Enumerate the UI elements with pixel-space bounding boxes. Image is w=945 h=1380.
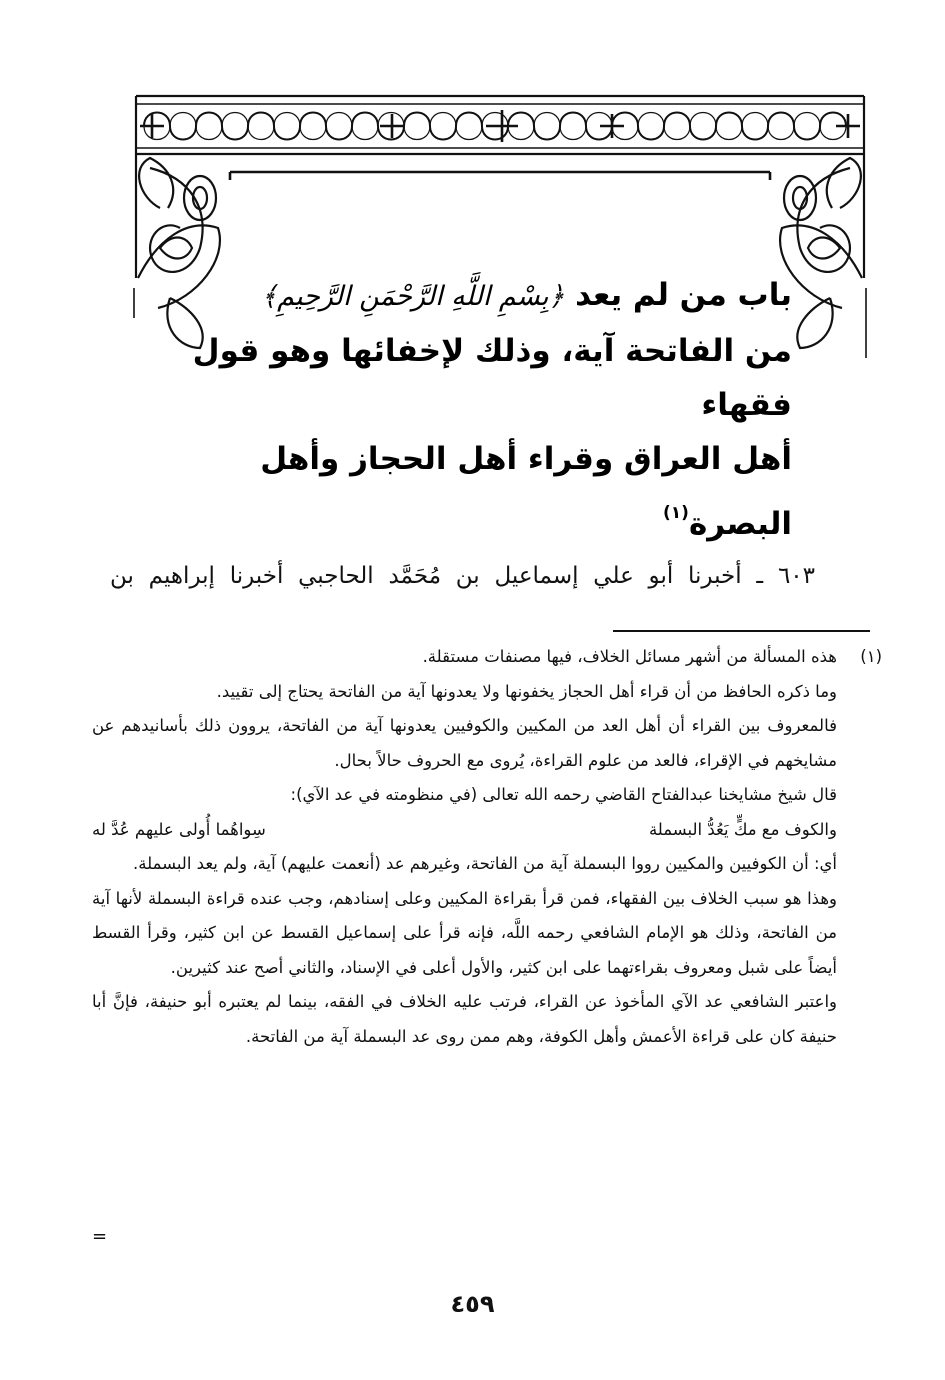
basmala-quote: ﴿بِسْمِ اللَّهِ الرَّحْمَنِ الرَّحِيمِ﴾ (261, 281, 565, 312)
footnote-paragraph: وما ذكره الحافظ من أن قراء أهل الحجاز يخفونها ولا يعدونها آية من الفاتحة يحتاج إلى تقييد. (216, 681, 837, 701)
footnote-body (92, 640, 837, 1054)
footnote-1 (92, 640, 882, 1054)
heading-line-2: من الفاتحة آية، وذلك لإخفائها وهو قول فقهاء (192, 333, 792, 423)
verse-second-hemistich: سِواهُما أُولى عليهم عُدَّ له (92, 819, 266, 839)
footnote-separator (613, 630, 870, 632)
verse-first-hemistich: والكوف مع مكٍّ يَعُدُّ البسملة (648, 819, 837, 839)
poem-verse (92, 813, 837, 848)
footnotes-section (92, 640, 882, 1054)
heading-line-1 (180, 268, 792, 324)
heading-line-3-text: أهل العراق وقراء أهل الحجاز وأهل البصرة (260, 441, 792, 542)
hadith-text: ٦٠٣ ـ أخبرنا أبو علي إسماعيل بن مُحَمَّد الحاجبي أخبرنا إبراهيم بن (110, 563, 815, 589)
footnote-reference: (١) (662, 503, 689, 523)
footnote-paragraph: واعتبر الشافعي عد الآي المأخوذ عن القراء، فرتب عليه الخلاف في الفقه، بينما لم يعتبره أبو حنيفة، فإنَّ أبا حنيفة كان على قراءة الأعمش وأهل الكوفة، وهم ممن روى عد البسملة آية من الفاتحة. (92, 992, 837, 1046)
footnote-number: (١) (860, 647, 882, 666)
footnote-paragraph: قال شيخ مشايخنا عبدالفتاح القاضي رحمه الله تعالى (في منظومته في عد الآي): (290, 785, 837, 804)
footnote-paragraph: وهذا هو سبب الخلاف بين الفقهاء، فمن قرأ بقراءة المكيين وعلى إسنادهم، وجب عنده قراءة البسملة لأنها آية من الفاتحة، وذلك هو الإمام الشافعي رحمه اللَّه، فإنه قرأ على إسماعيل القسط عن ابن كثير، وقرأ القسط أيضاً على شبل ومعروف بقراءتهما على ابن كثير، والأول أعلى في الإسناد، والثاني أصح عند كثيرين. (92, 888, 837, 977)
footnote-paragraph: فالمعروف بين القراء أن أهل العد من المكيين والكوفيين يعدونها آية من الفاتحة، يروون ذلك بأسانيدهم عن مشايخهم في الإقراء، فالعد من علوم القراءة، يُروى مع الحروف حالاً بحال. (92, 716, 837, 770)
continuation-mark: = (92, 1226, 108, 1247)
page-number: ٤٥٩ (450, 1290, 495, 1318)
heading-line-1-prefix: باب من لم يعد (575, 277, 792, 313)
chapter-heading (180, 268, 792, 551)
footnote-paragraph: هذه المسألة من أشهر مسائل الخلاف، فيها مصنفات مستقلة. (422, 647, 837, 666)
footnote-paragraph: أي: أن الكوفيين والمكيين رووا البسملة آية من الفاتحة، وغيرهم عد (أنعمت عليهم) آية، ولم يعد البسملة. (133, 854, 837, 873)
heading-line-3 (180, 432, 792, 551)
